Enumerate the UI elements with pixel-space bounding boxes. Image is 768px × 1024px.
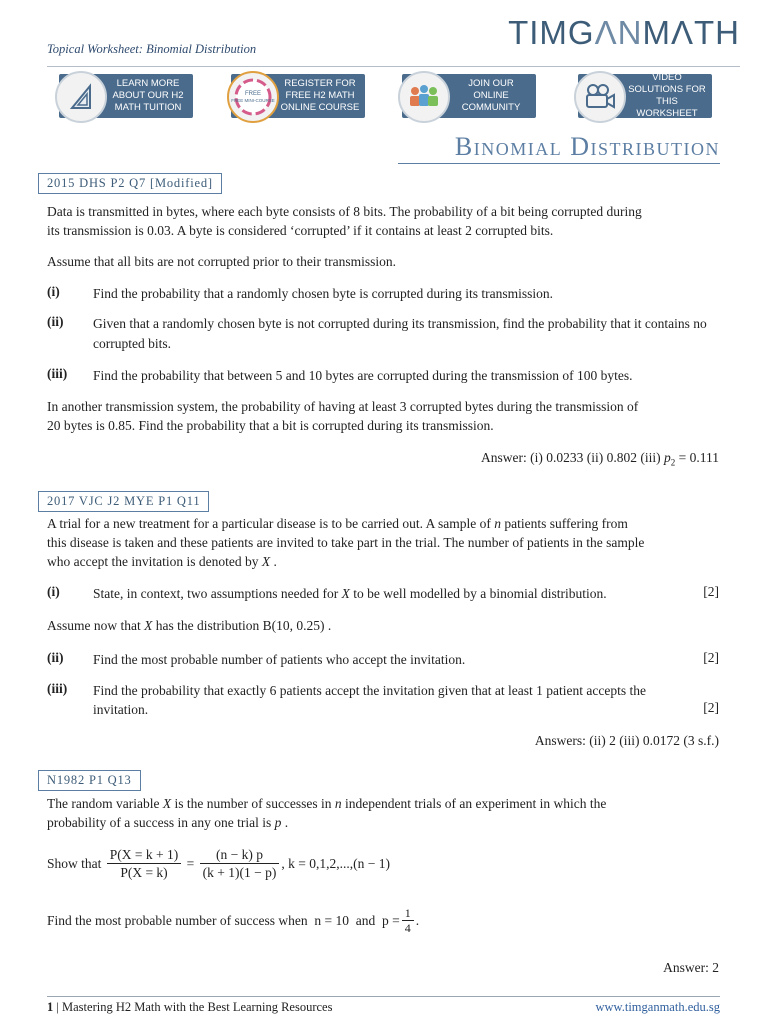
question-1-source-tag: 2015 DHS P2 Q7 [Modified] [38, 173, 222, 194]
q3-i1b: is the number of successes in [174, 796, 332, 811]
q1-intro-line-2: its transmission is 0.03. A byte is considered ‘corrupted’ if it contains at least 2 corrupted bits. [47, 223, 554, 238]
q3-lhs-fraction [107, 846, 181, 881]
q3-find-a: Find the most probable number of success when [47, 912, 308, 928]
q2-part-iii-text-line-2: invitation. [93, 702, 149, 717]
tuition-banner-button[interactable] [59, 74, 193, 118]
logo-part-1: TIMG [508, 14, 595, 51]
header-divider [47, 66, 740, 67]
q2-intro-1b: patients suffering from [500, 516, 628, 531]
q3-intro-line-2: probability of a success in any one trial is p . [47, 815, 289, 830]
q3-find-n: n = 10 [314, 912, 349, 928]
badge-text: FREE MINI-COURSE [231, 98, 275, 103]
q3-intro-line-1 [47, 794, 719, 814]
footer-left [47, 1000, 332, 1015]
logo-part-2: ΛN [594, 14, 643, 51]
q1-part-ii-label: (ii) [47, 314, 64, 329]
free-mini-course-badge-icon [227, 71, 279, 123]
q3-find-line: Find the most probable number of success when n = 10 and p = $\frac{1}{4}$ . [47, 906, 420, 935]
footer-divider [47, 996, 720, 997]
q3-p-num: 1 [402, 906, 414, 921]
q2-assume-b: has the distribution B(10, 0.25) . [155, 618, 332, 633]
video-solutions-banner-button[interactable] [578, 74, 712, 118]
banner-label: VIDEO SOLUTIONS FOR THIS WORKSHEET [628, 72, 706, 119]
q3-p-den: 4 [404, 921, 411, 935]
q2-assume-a: Assume now that [47, 618, 141, 633]
q3-i1c: independent trials of an experiment in which the [345, 796, 607, 811]
q1-part-i-label: (i) [47, 284, 60, 299]
q3-i1x: X [162, 796, 172, 811]
q2-intro-line-3: who accept the invitation is denoted by X . [47, 554, 277, 569]
q3-find-p: p = [381, 912, 400, 928]
q3-i2p: p [274, 815, 282, 830]
q2-part-i-label: (i) [47, 584, 60, 599]
q2-part-i-text [93, 584, 719, 604]
q1-another-line-1: In another transmission system, the probability of having at least 3 corrupted bytes during the transmission of [47, 399, 639, 414]
banner-label: LEARN MORE ABOUT OUR H2 MATH TUITION [112, 78, 184, 113]
q2-part-iii-label: (iii) [47, 681, 68, 696]
worksheet-topic: Topical Worksheet: Binomial Distribution [47, 42, 257, 56]
page-title: Binomial Distribution [454, 132, 720, 161]
q3-p-fraction [402, 906, 414, 935]
q2-part-iii-text-line-1: Find the probability that exactly 6 patients accept the invitation given that at least 1 patient accepts the [93, 683, 646, 698]
q2-part-ii-label: (ii) [47, 650, 64, 665]
community-people-icon [398, 71, 450, 123]
q2-answer: Answers: (ii) 2 (iii) 0.0172 (3 s.f.) [534, 733, 719, 748]
q2-part-iii-marks: [2] [703, 700, 719, 715]
q1-answer [481, 450, 719, 468]
q2-i-x: X [341, 586, 350, 601]
q1-answer-sub: 2 [670, 457, 676, 468]
q2-part-i-marks: [2] [703, 584, 719, 599]
q1-assumption: Assume that all bits are not corrupted prior to their transmission. [47, 254, 397, 269]
q2-intro-3: who accept the invitation is denoted by [47, 554, 259, 569]
banner-label: REGISTER FOR FREE H2 MATH ONLINE COURSE [280, 78, 360, 113]
page-number: 1 [47, 1000, 54, 1014]
q1-part-iii-text: Find the probability that between 5 and 10 bytes are corrupted during the transmission of 100 bytes. [93, 368, 633, 383]
q2-i-b: to be well modelled by a binomial distribution. [353, 586, 607, 601]
q1-part-ii-text: Given that a randomly chosen byte is not corrupted during its transmission, find the probability that it contains no corrupted bits. [93, 316, 707, 351]
svg-text:FREE: FREE [244, 91, 262, 97]
q2-intro-n: n [494, 516, 501, 531]
q3-show-that-equation: Show that $\frac{P(X = k + 1)}{P(X = k)}$ = $\frac{(n - k) p}{(k + 1)(1 - p)}$ , k = 0,1,2,...,(n − 1) [47, 847, 390, 880]
q3-rhs-num: (n − k) p [200, 846, 280, 864]
q1-part-i-text: Find the probability that a randomly chosen byte is corrupted during its transmission. [93, 286, 554, 301]
timganmath-logo[interactable] [508, 14, 740, 52]
q3-rhs-fraction [200, 846, 280, 881]
question-3-source-tag: N1982 P1 Q13 [38, 770, 141, 791]
footer-tagline: Mastering H2 Math with the Best Learning Resources [62, 1000, 333, 1014]
q3-i2a: probability of a success in any one trial is [47, 815, 272, 830]
q2-intro-line-1 [47, 514, 719, 534]
q2-intro-x: X [261, 554, 271, 569]
q3-i1a: The random variable [47, 796, 160, 811]
q3-i1n: n [334, 796, 342, 811]
q3-show-label: Show that [47, 855, 102, 871]
q3-lhs-den: P(X = k) [120, 865, 168, 880]
q1-another-line-2: 20 bytes is 0.85. Find the probability that a bit is corrupted during its transmission. [47, 418, 494, 433]
q3-lhs-num: P(X = k + 1) [107, 846, 181, 864]
q1-answer-suffix: = 0.111 [675, 450, 719, 465]
q1-answer-prefix: Answer: (i) 0.0233 (ii) 0.802 (iii) [481, 450, 661, 465]
video-camera-icon [574, 71, 626, 123]
banner-label: JOIN OUR ONLINE COMMUNITY [461, 78, 521, 113]
q2-assume-x: X [144, 618, 153, 633]
q3-rhs-den: (k + 1)(1 − p) [202, 865, 277, 880]
footer-separator: | [56, 1000, 59, 1014]
q1-intro-line-1: Data is transmitted in bytes, where each byte consists of 8 bits. The probability of a bit being corrupted during [47, 204, 642, 219]
q2-intro-1a: A trial for a new treatment for a particular disease is to be carried out. A sample of [47, 516, 491, 531]
q2-part-ii-text: Find the most probable number of patients who accept the invitation. [93, 652, 466, 667]
q2-part-ii-marks: [2] [703, 650, 719, 665]
q2-i-a: State, in context, two assumptions needed for [93, 586, 339, 601]
q3-find-and: and [355, 912, 376, 928]
logo-part-3: MΛTH [642, 14, 740, 51]
title-underline [398, 163, 720, 164]
q2-assumption [47, 616, 719, 636]
q1-answer-p: p [664, 450, 671, 465]
community-banner-button[interactable] [402, 74, 536, 118]
question-2-source-tag: 2017 VJC J2 MYE P1 Q11 [38, 491, 209, 512]
q3-tail: , k = 0,1,2,...,(n − 1) [281, 855, 390, 871]
q1-part-iii-label: (iii) [47, 366, 68, 381]
q3-answer: Answer: 2 [663, 960, 719, 975]
ruler-triangle-icon [55, 71, 107, 123]
q2-intro-line-2: this disease is taken and these patients are invited to take part in the trial. The number of patients in the sample [47, 535, 645, 550]
website-link[interactable]: www.timganmath.edu.sg [595, 1000, 720, 1014]
free-course-banner-button[interactable] [231, 74, 365, 118]
